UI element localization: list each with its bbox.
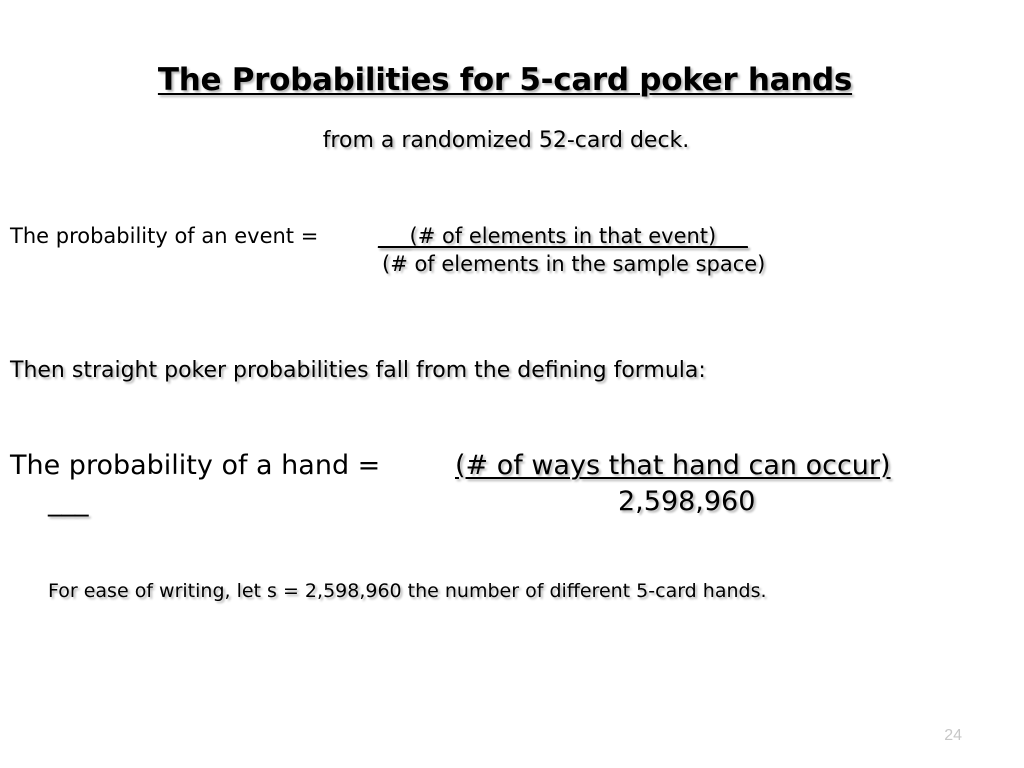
definition-denominator: (# of elements in the sample space) [382,252,766,276]
slide-subtitle: from a randomized 52-card deck. [322,128,690,153]
definition-numerator: ___(# of elements in that event)___ [378,224,748,248]
hand-probability-numerator: (# of ways that hand can occur) [455,450,891,481]
ease-note: For ease of writing, let s = 2,598,960 the number of different 5-card hands. [48,580,767,602]
hand-probability-label: The probability of a hand = [10,450,381,481]
page-number: 24 [944,727,962,744]
hand-probability-blank: ___ [48,486,89,517]
definition-label: The probability of an event = [10,224,319,248]
hand-probability-denominator: 2,598,960 [618,486,756,517]
formula-intro-text: Then straight poker probabilities fall from the defining formula: [10,358,706,383]
slide-title: The Probabilities for 5-card poker hands [157,62,853,98]
